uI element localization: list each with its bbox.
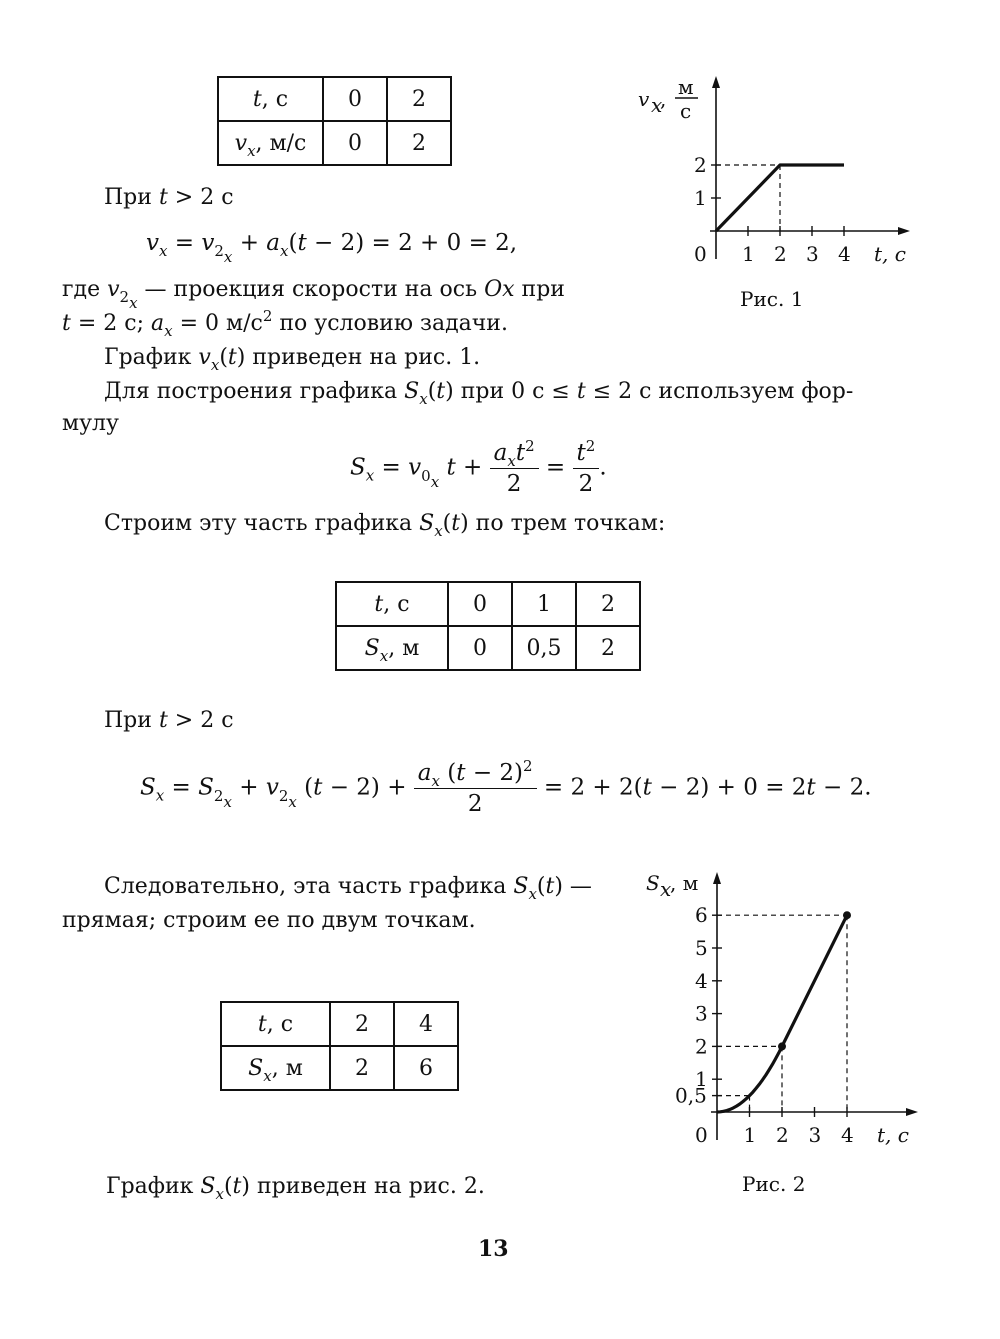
table-2-cell: 0 <box>448 626 512 670</box>
table-3 <box>220 1001 459 1091</box>
paragraph-graph-sx: График $S_x(t)$ приведен на рис. 2. <box>106 1174 485 1203</box>
table-3-header-t: t, с <box>221 1002 330 1046</box>
table-3-cell: 2 <box>330 1046 394 1090</box>
table-1-cell: 2 <box>387 121 451 165</box>
paragraph-when-t-gt-2-second: При t > 2 с <box>104 708 234 733</box>
fig1-y-tick-label: 1 <box>694 186 707 210</box>
fig1-axes <box>694 76 910 266</box>
fig2-y-tick-label: 3 <box>695 1001 708 1026</box>
fig2-y-tick-label: 5 <box>695 936 708 960</box>
table-1 <box>217 76 452 166</box>
table-1-cell: 2 <box>387 77 451 121</box>
paragraph-straight-line: прямая; строим ее по двум точкам. <box>62 908 476 933</box>
fig2-y-tick-label: 4 <box>695 968 708 993</box>
fig2-ylabel: S <box>646 871 660 895</box>
paragraph-formula-word: мулу <box>62 411 119 436</box>
fig2-y-tick-label: 2 <box>695 1034 708 1059</box>
fig2-ylabel-sub: x <box>660 877 672 901</box>
table-2-cell: 1 <box>512 582 576 626</box>
page-number: 13 <box>478 1236 509 1262</box>
paragraph-ax-zero: t = 2 с; $a_x = 0$ $м/с^2$ по условию задачи. <box>62 307 508 340</box>
fig2-y-tick-label: 6 <box>695 903 708 928</box>
paragraph-three-points: Строим эту часть графика $S_x(t)$ по трем точкам: <box>104 511 666 540</box>
paragraph-graph-vx: График $v_x(t)$ приведен на рис. 1. <box>104 345 481 374</box>
fig1-caption: Рис. 1 <box>740 287 804 311</box>
fig1-marks <box>716 165 844 231</box>
fig1-x-tick-label: 2 <box>774 242 787 266</box>
fig2-x-tick-label: 4 <box>841 1123 854 1147</box>
fig2-x-tick-label: 1 <box>743 1123 757 1147</box>
table-2-header-t: t, с <box>336 582 448 626</box>
fig1-y-arrow <box>712 76 720 88</box>
table-1-cell: 0 <box>323 77 387 121</box>
fig2-x-arrow <box>906 1108 918 1116</box>
fig2-marks <box>717 911 851 1112</box>
fig2-yunit: , м <box>670 871 699 895</box>
paragraph-build-sx: Для построения графика $S_x(t)$ при 0 с ≤ t ≤ 2 с используем фор- <box>104 379 854 408</box>
fig1-ylabel-comma: , <box>660 87 667 111</box>
table-3-header-s: $S_x$, м <box>221 1046 330 1090</box>
table-2-cell: 2 <box>576 582 640 626</box>
fig1-x-tick-label: 3 <box>806 242 819 266</box>
table-2-cell: 0,5 <box>512 626 576 670</box>
fig1-x-tick-label: 1 <box>742 242 755 266</box>
figure-1 <box>620 70 920 320</box>
fig1-x-tick-label: 4 <box>838 242 851 266</box>
fig1-origin-label: 0 <box>694 242 707 266</box>
fig2-x-tick-label: 2 <box>776 1123 789 1147</box>
fig2-y-tick-label: 1 <box>695 1067 708 1092</box>
fig1-yunit-num: м <box>678 75 694 99</box>
paragraph-when-t-gt-2: При t > 2 с <box>104 185 234 210</box>
table-2-cell: 0 <box>448 582 512 626</box>
fig2-y-tick-label: 0,5 <box>675 1083 707 1108</box>
paragraph-therefore: Следовательно, эта часть графика $S_x(t)$ — <box>104 874 592 903</box>
table-3-cell: 2 <box>330 1002 394 1046</box>
fig2-xlabel: t, с <box>877 1123 909 1147</box>
fig1-ylabel-sub: x <box>651 93 663 117</box>
fig1-x-arrow <box>898 227 910 235</box>
equation-vx: $v_x = v_{2_x} + a_x(t - 2) = 2 + 0 = 2$, <box>146 230 518 266</box>
table-2-header-s: $S_x$, м <box>336 626 448 670</box>
fig1-xlabel: t, с <box>874 242 906 266</box>
fig2-data-point <box>778 1042 786 1050</box>
equation-sx-linear: $S_x = S_{2_x} + v_{2_x}$ (t − 2) + $\frac{a_x (t - 2)^2}{2}$ = 2 + 2(t − 2) + 0 = 2t − 2. <box>140 757 872 817</box>
table-2-cell: 2 <box>576 626 640 670</box>
figure-2 <box>630 860 930 1200</box>
fig1-y-tick-label: 2 <box>694 153 707 177</box>
fig2-origin-label: 0 <box>695 1123 708 1147</box>
table-3-cell: 4 <box>394 1002 458 1046</box>
fig2-axes <box>675 872 918 1147</box>
fig2-data-point <box>843 911 851 919</box>
fig2-y-arrow <box>713 872 721 884</box>
table-3-cell: 6 <box>394 1046 458 1090</box>
fig2-x-tick-label: 3 <box>808 1123 822 1147</box>
table-1-header-t: t, с <box>218 77 323 121</box>
table-1-header-v: $v_x$, м/с <box>218 121 323 165</box>
paragraph-where-v2x: где $v_{2_x}$ — проекция скорости на ось Ox при <box>62 277 565 312</box>
table-2 <box>335 581 641 671</box>
fig2-caption: Рис. 2 <box>742 1172 806 1196</box>
fig1-yunit-den: с <box>680 99 692 123</box>
fig1-ylabel: v <box>638 87 650 111</box>
equation-sx-quadratic: $S_x = v_{0_x}$ t + $\frac{a_xt^2}{2}$ = $\frac{t^2}{2}$ . <box>350 437 607 497</box>
table-1-cell: 0 <box>323 121 387 165</box>
